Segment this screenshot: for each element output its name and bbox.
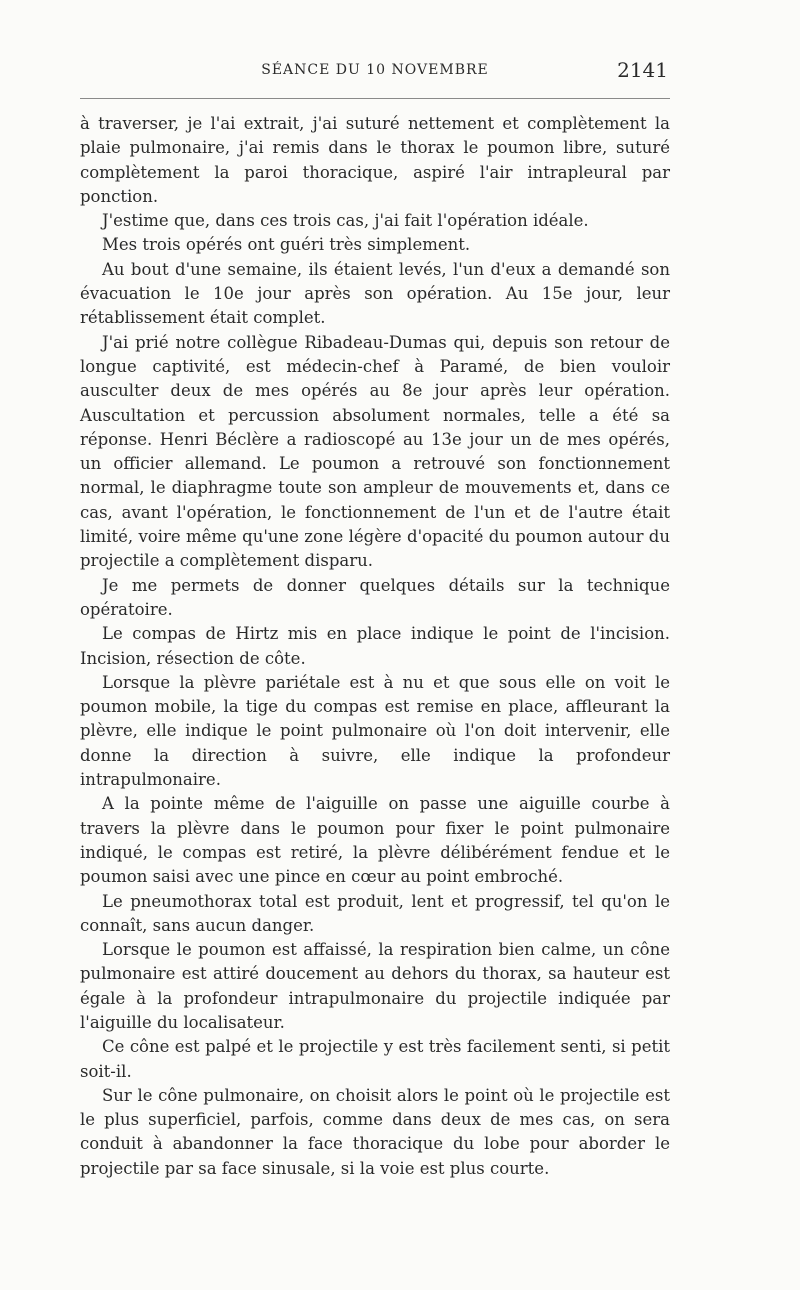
paragraph-1: à traverser, je l'ai extrait, j'ai suturé nettement et complètement la plaie pulmonaire, j'ai remis dans le thorax le poumon libre, suturé complètement la paroi thoracique, aspiré l'air intrapleural par ponction. (80, 114, 670, 206)
paragraph-12: Ce cône est palpé et le projectile y est très facilement senti, si petit soit-il. (80, 1037, 670, 1081)
paragraph-4: Au bout d'une semaine, ils étaient levés, l'un d'eux a demandé son évacuation le 10e jour après son opération. Au 15e jour, leur rétablissement était complet. (80, 259, 670, 328)
paragraph-7: Le compas de Hirtz mis en place indique le point de l'incision. Incision, résection de côte. (80, 624, 670, 668)
paragraph-13: Sur le cône pulmonaire, on choisit alors le point où le projectile est le plus superficiel, parfois, comme dans deux de mes cas, on sera conduit à abandonner la face thoracique du lobe pour aborder le projectile par sa face sinusale, si la voie est plus courte. (80, 1085, 670, 1178)
body-text (80, 112, 670, 1181)
paragraph-6: Je me permets de donner quelques détails sur la technique opératoire. (80, 575, 670, 619)
running-title: SÉANCE DU 10 NOVEMBRE (261, 62, 489, 78)
paragraph-9: A la pointe même de l'aiguille on passe une aiguille courbe à travers la plèvre dans le poumon pour fixer le point pulmonaire indiqué, le compas est retiré, la plèvre délibérément fendue et le poumon saisi avec une pince en cœur au point embroché. (80, 794, 670, 887)
paragraph-10: Le pneumothorax total est produit, lent et progressif, tel qu'on le connaît, sans aucun danger. (80, 891, 670, 935)
header-rule (80, 98, 670, 99)
page-number: 2141 (617, 58, 668, 82)
paragraph-5: J'ai prié notre collègue Ribadeau-Dumas qui, depuis son retour de longue captivité, est médecin-chef à Paramé, de bien vouloir ausculter deux de mes opérés au 8e jour après leur opération. Auscultation et percussion absolument normales, telle a été sa réponse. Henri Béclère a radioscopé au 13e jour un de mes opérés, un officier allemand. Le poumon a retrouvé son fonctionnement normal, le diaphragme toute son ampleur de mouvements et, dans ce cas, avant l'opération, le fonctionnement de l'un et de l'autre était limité, voire même qu'une zone légère d'opacité du poumon autour du projectile a complètement disparu. (80, 332, 670, 571)
paragraph-8: Lorsque la plèvre pariétale est à nu et que sous elle on voit le poumon mobile, la tige du compas est remise en place, affleurant la plèvre, elle indique le point pulmonaire où l'on doit intervenir, elle donne la direction à suivre, elle indique la profondeur intrapulmonaire. (80, 672, 670, 790)
paragraph-11: Lorsque le poumon est affaissé, la respiration bien calme, un cône pulmonaire est attiré doucement au dehors du thorax, sa hauteur est égale à la profondeur intrapulmonaire du projectile indiquée par l'aiguille du localisateur. (80, 940, 670, 1032)
paragraph-2: J'estime que, dans ces trois cas, j'ai fait l'opération idéale. (102, 211, 589, 231)
paragraph-3: Mes trois opérés ont guéri très simplement. (102, 235, 471, 255)
page-header (80, 58, 670, 88)
